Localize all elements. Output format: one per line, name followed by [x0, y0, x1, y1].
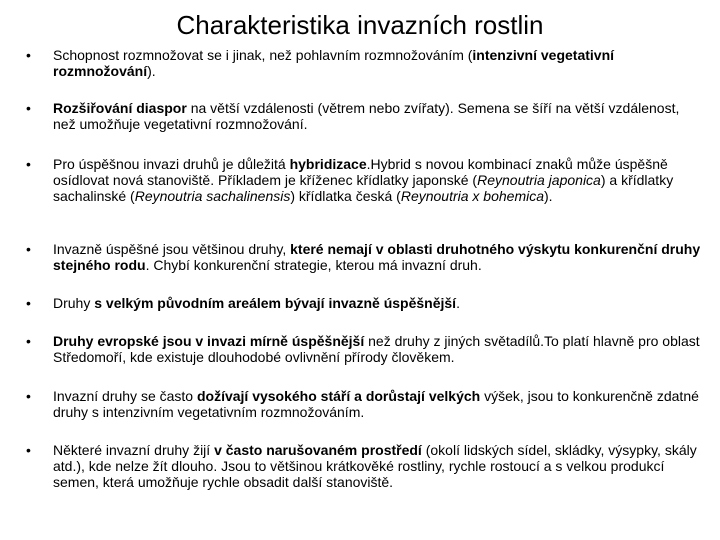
text-run: .Hybrid s novou kombinací znaků může úspěšně osídlovat nová stanoviště. Příkladem je kříženec křídlatky japonské ( [53, 156, 668, 188]
bullet-text [53, 295, 703, 311]
text-run: Schopnost rozmnožovat se i jinak, než pohlavním rozmnožováním ( [53, 47, 473, 63]
text-run: ) a křídlatky sachalinské ( [53, 172, 674, 204]
text-run: ) křídlatka česká ( [290, 188, 401, 204]
italic-text: Reynoutria sachalinensis [134, 188, 291, 204]
text-run: na větší vzdálenosti (větrem nebo zvířaty). Semena se šíří na větší vzdálenost, než umožňuje vegetativní rozmnožování. [53, 100, 680, 132]
text-run: než druhy z jiných světadílů.To platí hlavně pro oblast Středomoří, kde existuje dlouhodobé ovlivnění přírody člověkem. [53, 333, 700, 365]
bullet-text [53, 100, 703, 132]
bullet-text [53, 442, 703, 490]
bullet-icon: • [26, 295, 31, 311]
bullet-icon: • [26, 388, 31, 404]
bullet-text [53, 333, 703, 365]
bold-text: Rozšiřování diaspor [53, 100, 187, 116]
text-run: Pro úspěšnou invazi druhů je důležitá [53, 156, 290, 172]
text-run: výšek, jsou to konkurenčně zdatné druhy s intenzivním vegetativním rozmnožováním. [53, 388, 699, 420]
bullet-text [53, 241, 703, 273]
bold-text: s velkým původním areálem bývají invazně úspěšnější [94, 295, 457, 311]
text-run: Některé invazní druhy žijí [53, 442, 215, 458]
bullet-icon: • [26, 442, 31, 458]
bold-text: dožívají vysokého stáří a dorůstají velkých [196, 388, 481, 404]
text-run: Invazně úspěšné jsou většinou druhy, [53, 241, 291, 257]
bold-text: Druhy evropské jsou v invazi mírně úspěšnější [53, 333, 365, 349]
text-run: ). [147, 63, 156, 79]
text-run: ). [544, 188, 553, 204]
bullet-icon: • [26, 100, 31, 116]
text-run: (okolí lidských sídel, skládky, výsypky, skály atd.), kde nelze žít dlouho. Jsou to většinou krátkověké rostliny, rychle rostoucí a s velkou produkcí semen, která umožňuje rychle obsadit další stanoviště. [53, 442, 697, 490]
text-run: . Chybí konkurenční strategie, kterou má invazní druh. [145, 257, 482, 273]
bullet-icon: • [26, 333, 31, 349]
bold-text: hybridizace [289, 156, 367, 172]
bullet-text [53, 156, 703, 204]
bullet-icon: • [26, 47, 31, 63]
italic-text: Reynoutria x bohemica [400, 188, 545, 204]
bold-text: které nemají v oblasti druhotného výskytu konkurenční druhy stejného rodu [53, 241, 701, 273]
bold-text: intenzivní vegetativní rozmnožování [53, 47, 615, 79]
text-run: Invazní druhy se často [53, 388, 197, 404]
bullet-text [53, 388, 703, 420]
text-run: Druhy [53, 295, 95, 311]
slide-title: Charakteristika invazních rostlin [176, 10, 544, 40]
bold-text: v často narušovaném prostředí [214, 442, 422, 458]
italic-text: Reynoutria japonica [477, 172, 601, 188]
text-run: . [456, 295, 460, 311]
bullet-text [53, 47, 703, 79]
bullet-icon: • [26, 156, 31, 172]
bullet-icon: • [26, 241, 31, 257]
